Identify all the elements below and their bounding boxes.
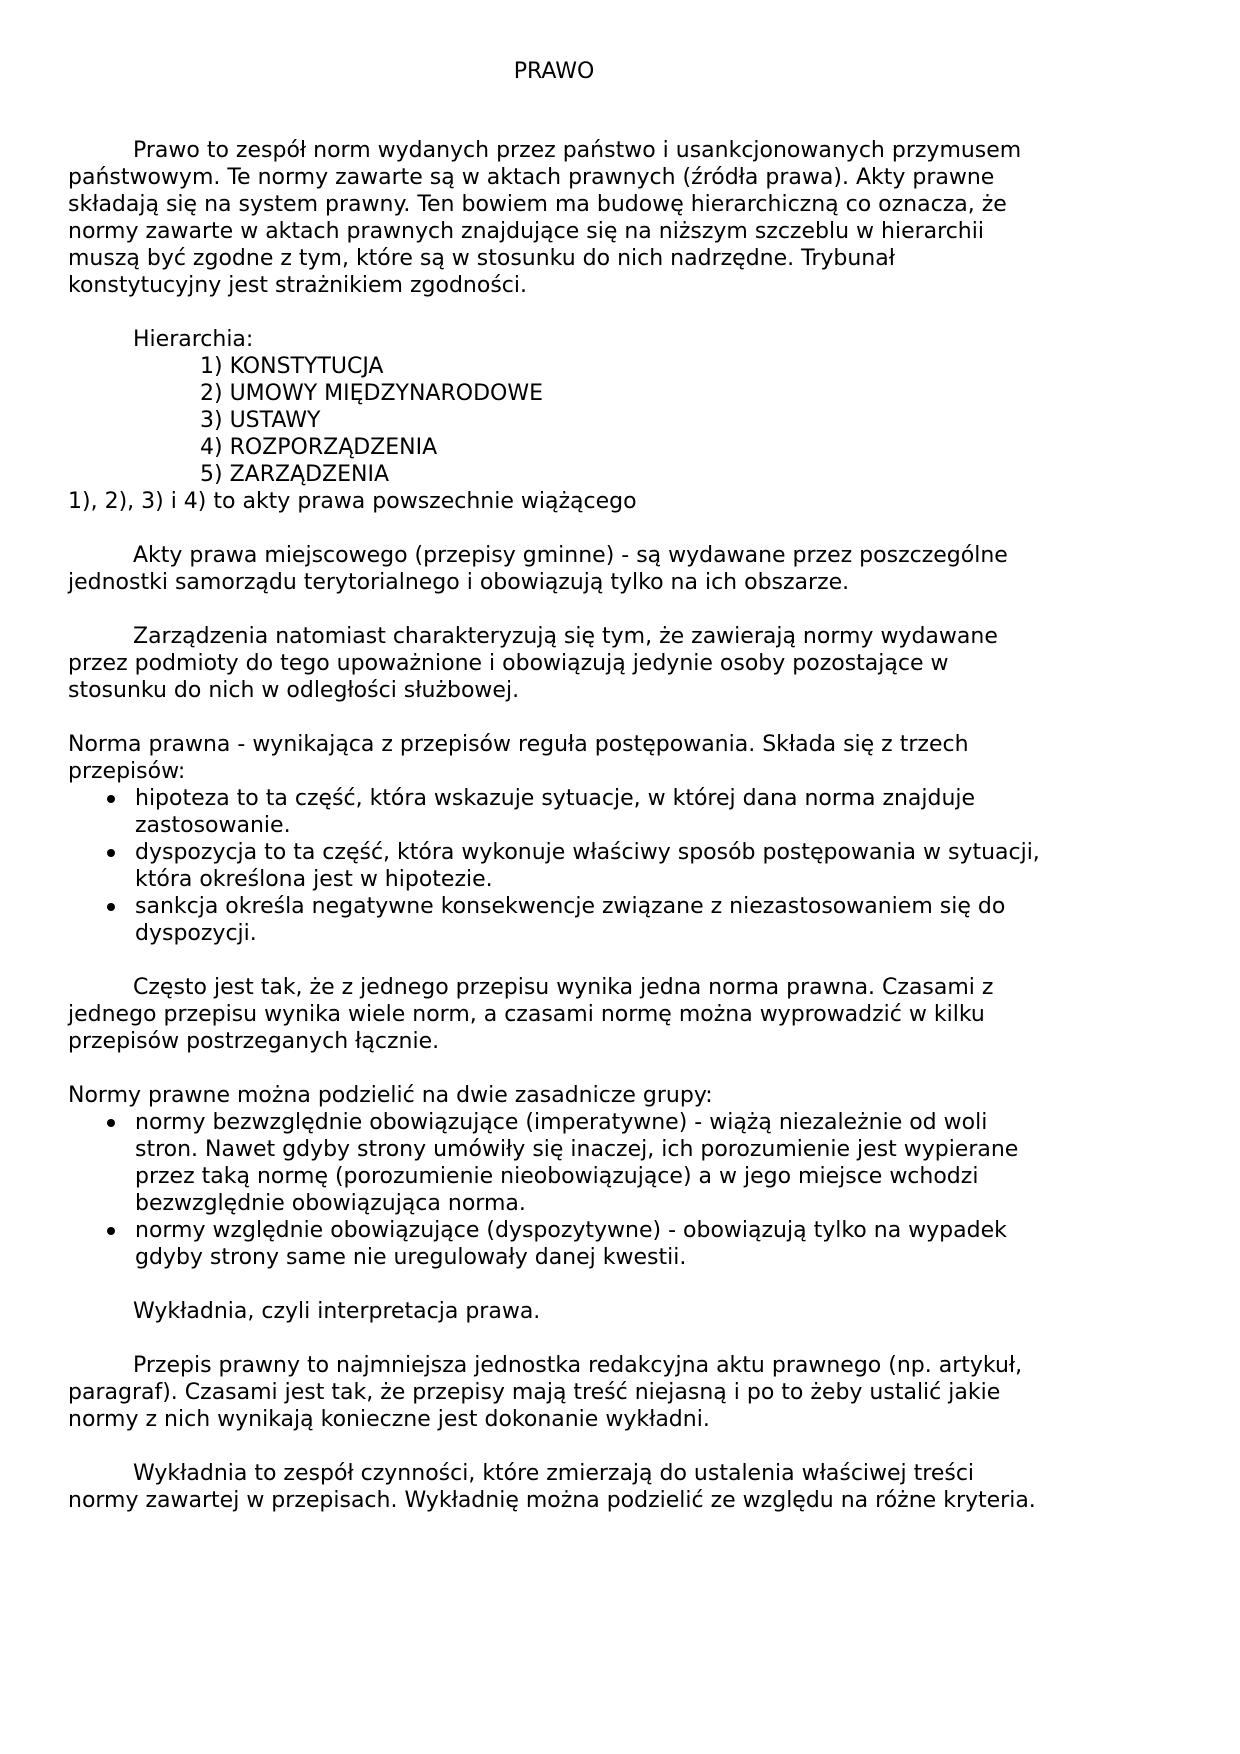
paragraph-often: Często jest tak, że z jednego przepisu wynika jedna norma prawna. Czasami z jednego przepisu wynika wiele norm, a czasami normę można wyprowadzić w kilku przepisów postrzeganych łącznie. (68, 975, 994, 1054)
bullet-icon (107, 849, 115, 857)
page-title: PRAWO (513, 59, 595, 84)
bullet-icon (107, 1119, 115, 1127)
paragraph-interpretation-heading: Wykładnia, czyli interpretacja prawa. (133, 1299, 541, 1324)
hierarchy-item: 3) USTAWY (200, 408, 321, 433)
paragraph-orders: Zarządzenia natomiast charakteryzują się tym, że zawierają normy wydawane przez podmioty do tego upoważnione i obowiązują jedynie osoby pozostające w stosunku do nich w odległości służbowej. (68, 624, 998, 703)
bullet-item (68, 1217, 1040, 1271)
bullet-item-text: normy bezwzględnie obowiązujące (imperatywne) - wiążą niezależnie od woli stron. Nawet gdyby strony umówiły się inaczej, ich porozumienie jest wypierane przez taką normę (porozumienie nieobowiązujące) a w jego miejsce wchodzi bezwzględnie obowiązująca norma. (135, 1110, 1019, 1216)
hierarchy-list (68, 353, 1040, 488)
bullet-item-text: dyspozycja to ta część, która wykonuje właściwy sposób postępowania w sytuacji, która określona jest w hipotezie. (135, 840, 1040, 892)
bullet-icon (107, 903, 115, 911)
paragraph-przepis: Przepis prawny to najmniejsza jednostka redakcyjna aktu prawnego (np. artykuł, paragraf). Czasami jest tak, że przepisy mają treść niejasną i po to żeby ustalić jakie normy z nich wynikają konieczne jest dokonanie wykładni. (68, 1353, 1023, 1432)
paragraph-groups-intro: Normy prawne można podzielić na dwie zasadnicze grupy: (68, 1083, 713, 1108)
paragraph-wykladnia: Wykładnia to zespół czynności, które zmierzają do ustalenia właściwej treści normy zawartej w przepisach. Wykładnię można podzielić ze względu na różne kryteria. (68, 1461, 1036, 1513)
hierarchy-label: Hierarchia: (133, 327, 254, 352)
paragraph-norm-intro: Norma prawna - wynikająca z przepisów reguła postępowania. Składa się z trzech przepisów: (68, 732, 969, 784)
bullet-item-text: sankcja określa negatywne konsekwencje związane z niezastosowaniem się do dyspozycji. (135, 894, 1006, 946)
norm-groups-list (68, 1109, 1040, 1271)
bullet-item-text: normy względnie obowiązujące (dyspozytywne) - obowiązują tylko na wypadek gdyby strony same nie uregulowały danej kwestii. (135, 1218, 1007, 1270)
bullet-item (68, 1109, 1040, 1217)
bullet-item-text: hipoteza to ta część, która wskazuje sytuacje, w której dana norma znajduje zastosowanie. (135, 786, 976, 838)
bullet-item (68, 785, 1040, 839)
hierarchy-item: 2) UMOWY MIĘDZYNARODOWE (200, 381, 543, 406)
bullet-icon (107, 795, 115, 803)
hierarchy-note: 1), 2), 3) i 4) to akty prawa powszechnie wiążącego (68, 489, 637, 514)
bullet-icon (107, 1227, 115, 1235)
paragraph-intro: Prawo to zespół norm wydanych przez państwo i usankcjonowanych przymusem państwowym. Te normy zawarte są w aktach prawnych (źródła prawa). Akty prawne składają się na system prawny. Ten bowiem ma budowę hierarchiczną co oznacza, że normy zawarte w aktach prawnych znajdujące się na niższym szczeblu w hierarchii muszą być zgodne z tym, które są w stosunku do nich nadrzędne. Trybunał konstytucyjny jest strażnikiem zgodności. (68, 138, 1022, 298)
paragraph-local-acts: Akty prawa miejscowego (przepisy gminne) - są wydawane przez poszczególne jednostki samorządu terytorialnego i obowiązują tylko na ich obszarze. (68, 543, 1008, 595)
hierarchy-item: 1) KONSTYTUCJA (200, 354, 384, 379)
hierarchy-item: 4) ROZPORZĄDZENIA (200, 435, 438, 460)
bullet-item (68, 839, 1040, 893)
norm-parts-list (68, 785, 1040, 947)
bullet-item (68, 893, 1040, 947)
hierarchy-item: 5) ZARZĄDZENIA (200, 462, 390, 487)
